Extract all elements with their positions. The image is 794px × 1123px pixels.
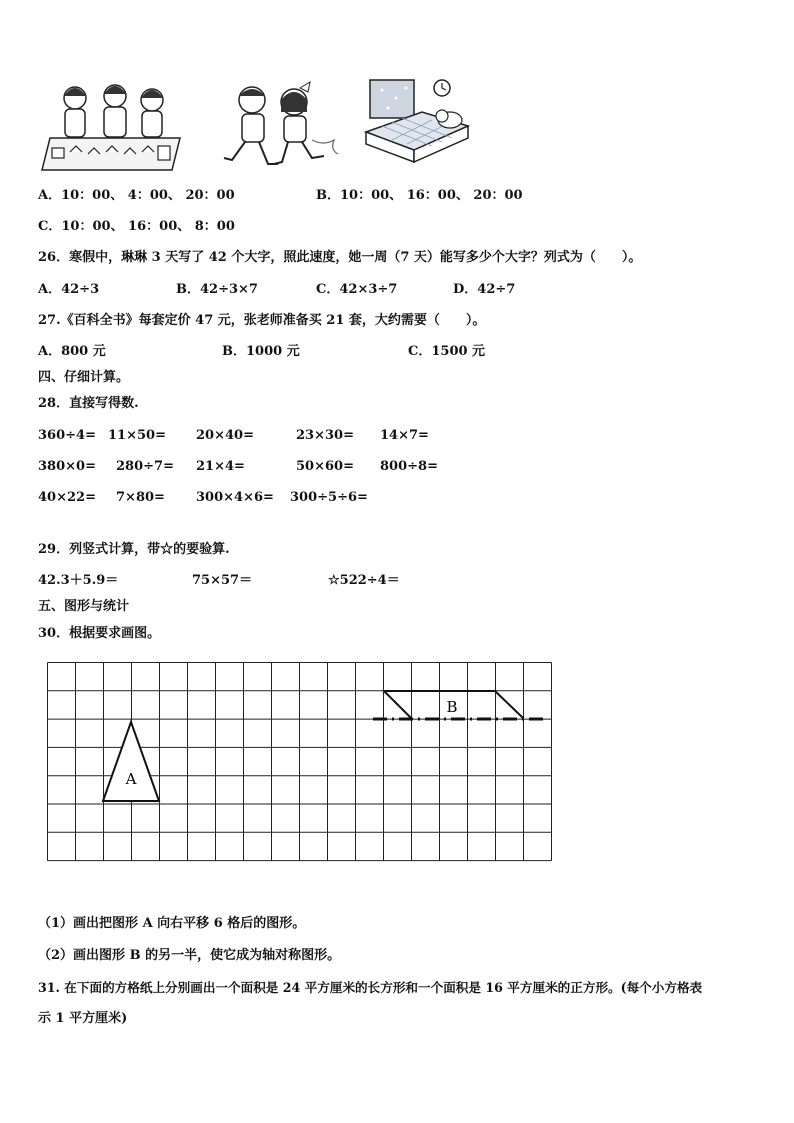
q28-r1-c4: 23×30=: [296, 428, 354, 443]
q28-stem: 28．直接写得数.: [38, 396, 139, 411]
q25-option-b: B．10：00、 16：00、 20：00: [316, 188, 523, 203]
q31-stem-line-1: 31. 在下面的方格纸上分别画出一个面积是 24 平方厘米的长方形和一个面积是 16 平方厘米的正方形。(每个小方格表: [38, 980, 703, 995]
q29-item-3: ☆522÷4＝: [328, 573, 400, 588]
q27-option-a: A．800 元: [38, 344, 106, 359]
q28-r2-c4: 50×60=: [296, 459, 354, 474]
q28-r1-c2: 11×50=: [108, 428, 166, 443]
q28-r1-c3: 20×40=: [196, 428, 254, 443]
triangle-a: [103, 722, 159, 801]
q28-r3-c3: 300×4×6=: [196, 490, 274, 505]
q26-option-b: B．42÷3×7: [176, 282, 258, 297]
q26-option-d: D．42÷7: [453, 282, 516, 297]
section-4-heading: 四、仔细计算。: [38, 370, 130, 385]
triangle-a-label: A: [125, 770, 137, 788]
q26-option-a: A．42÷3: [38, 282, 100, 297]
q28-r3-c1: 40×22=: [38, 490, 96, 505]
q30-stem: 30．根据要求画图。: [38, 626, 161, 641]
q30-task-1: （1）画出把图形 A 向右平移 6 格后的图形。: [38, 916, 306, 931]
section-5-heading: 五、图形与统计: [38, 599, 130, 614]
q26-stem: 26．寒假中，琳琳 3 天写了 42 个大字，照此速度，她一周（7 天）能写多少个大字？列式为（ ）。: [38, 250, 642, 265]
q25-option-a: A．10：00、 4：00、 20：00: [38, 188, 235, 203]
q27-option-b: B．1000 元: [222, 344, 300, 359]
q28-r2-c3: 21×4=: [196, 459, 245, 474]
q28-r1-c5: 14×7=: [380, 428, 429, 443]
q29-item-2: 75×57＝: [192, 573, 253, 588]
children-making-crafts-illustration: [40, 78, 185, 178]
q27-stem: 27.《百科全书》每套定价 47 元，张老师准备买 21 套，大约需要（ ）。: [38, 313, 486, 328]
q28-r1-c1: 360÷4=: [38, 428, 96, 443]
q29-stem: 29．列竖式计算，带☆的要验算.: [38, 542, 230, 557]
q28-r2-c5: 800÷8=: [380, 459, 438, 474]
q30-grid-svg: [47, 662, 553, 862]
q30-task-2: （2）画出图形 B 的另一半，使它成为轴对称图形。: [38, 948, 341, 963]
q26-option-c: C．42×3÷7: [316, 282, 398, 297]
q28-r2-c2: 280÷7=: [116, 459, 174, 474]
q25-option-c: C．10：00、 16：00、 8：00: [38, 219, 235, 234]
children-running-illustration: [212, 78, 342, 183]
q28-r3-c2: 7×80=: [116, 490, 165, 505]
q31-stem-line-2: 示 1 平方厘米): [38, 1011, 128, 1026]
q28-r3-c4: 300÷5÷6=: [290, 490, 368, 505]
q28-r2-c1: 380×0=: [38, 459, 96, 474]
q27-option-c: C．1500 元: [408, 344, 486, 359]
q30-grid-figure: [47, 662, 553, 866]
child-sleeping-illustration: [362, 76, 472, 168]
q29-item-1: 42.3＋5.9＝: [38, 573, 119, 588]
shape-b-label: B: [446, 698, 458, 716]
